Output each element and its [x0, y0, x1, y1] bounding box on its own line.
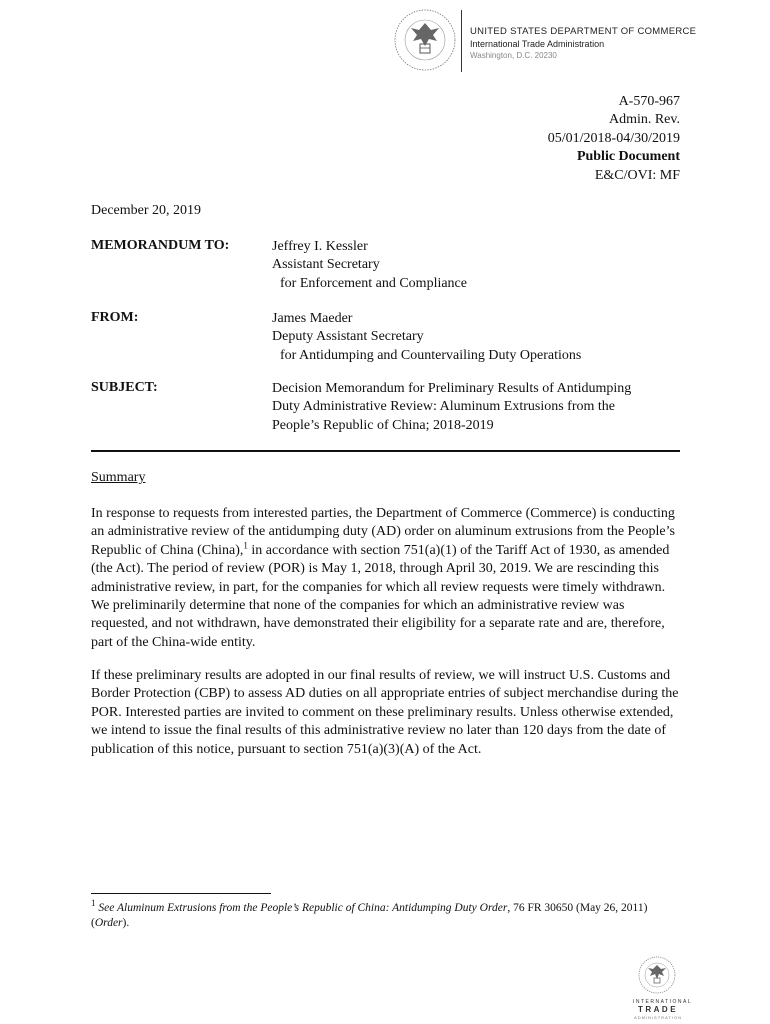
footnote-citation-detail: , 76 FR 30650 (May 26, 2011) ( — [91, 902, 648, 929]
summary-paragraph-2: If these preliminary results are adopted in our final results of review, we will instruct U.S. Customs and Border Protection (CBP) to assess AD duties on all appropriate entries of subject merchandise during the POR. Interested parties are invited to comment on these preliminary results. Unless otherwise extended, we intend to issue the final results of this administrative review no later than 120 days from the date of publication of this notice, pursuant to section 751(a)(3)(A) of the Act. — [91, 668, 679, 757]
letterhead-divider — [461, 10, 462, 72]
ita-line-2: TRADE — [637, 1005, 679, 1014]
commerce-seal-icon — [393, 8, 457, 72]
subject-line-3: People’s Republic of China; 2018-2019 — [272, 417, 494, 433]
subject-line-1: Decision Memorandum for Preliminary Results of Antidumping — [272, 381, 632, 396]
footnote-number: 1 — [91, 898, 96, 909]
review-period: 05/01/2018-04/30/2019 — [547, 130, 680, 146]
agency-address: Washington, D.C. 20230 — [470, 51, 557, 60]
review-type: Admin. Rev. — [608, 112, 680, 128]
footnote-close: ). — [122, 917, 130, 929]
footnote-ref-1: 1 — [243, 540, 248, 551]
case-number: A-570-967 — [618, 94, 680, 109]
summary-p1-part-b: in accordance with section 751(a)(1) of the Tariff Act of 1930, as amended (the Act). The period of review (POR) is May 1, 2018, through April 30, 2019. We are rescinding this administrative review, in part, for the companies for which all review requests were timely withdrawn. We preliminarily determine that none of the companies for which an administrative review was requested, and not withdrawn, have demonstrated their eligibility for a separate rate and are, therefore, part of the China-wide entity. — [91, 542, 670, 650]
subject-label: SUBJECT: — [91, 380, 158, 395]
ita-line-1: INTERNATIONAL — [633, 999, 693, 1005]
to-title: Assistant Secretary — [272, 257, 380, 273]
from-title: Deputy Assistant Secretary — [272, 329, 424, 345]
to-title-line2: for Enforcement and Compliance — [280, 275, 467, 291]
ita-seal-icon — [637, 955, 677, 995]
from-field — [272, 310, 581, 365]
letterhead — [470, 26, 696, 62]
ita-wordmark — [633, 999, 693, 1020]
ita-line-3: ADMINISTRATION — [634, 1015, 682, 1020]
summary-p1-part-a: In response to requests from interested parties, the Department of Commerce (Commerce) is conducting an administrative review of the antidumping duty (AD) order on aluminum extrusions from the People’s Republic of China (China), — [91, 506, 675, 558]
subject-line-2: Duty Administrative Review: Aluminum Extrusions from the — [272, 399, 615, 415]
summary-heading: Summary — [91, 470, 146, 485]
department-name: UNITED STATES DEPARTMENT OF COMMERCE — [470, 26, 697, 37]
footnote-citation-title: See Aluminum Extrusions from the People’s Republic of China: Antidumping Duty Order — [98, 902, 508, 914]
subject-field — [272, 380, 631, 435]
to-name: Jeffrey I. Kessler — [272, 239, 368, 254]
reference-block — [548, 93, 680, 185]
footnote-order-abbrev: Order — [94, 917, 123, 929]
from-label: FROM: — [91, 310, 139, 325]
from-title-line2: for Antidumping and Countervailing Duty Operations — [280, 347, 582, 363]
to-label: MEMORANDUM TO: — [91, 238, 230, 253]
memo-date: December 20, 2019 — [91, 203, 202, 218]
agency-name: International Trade Administration — [470, 39, 605, 49]
summary-paragraph-1 — [91, 505, 681, 652]
footnote — [91, 898, 681, 931]
from-name: James Maeder — [272, 311, 353, 326]
document-type: Public Document — [576, 149, 680, 165]
office-code: E&C/OVI: MF — [594, 167, 680, 183]
footnote-rule — [91, 893, 271, 894]
header-rule — [91, 450, 680, 452]
to-field — [272, 238, 467, 293]
